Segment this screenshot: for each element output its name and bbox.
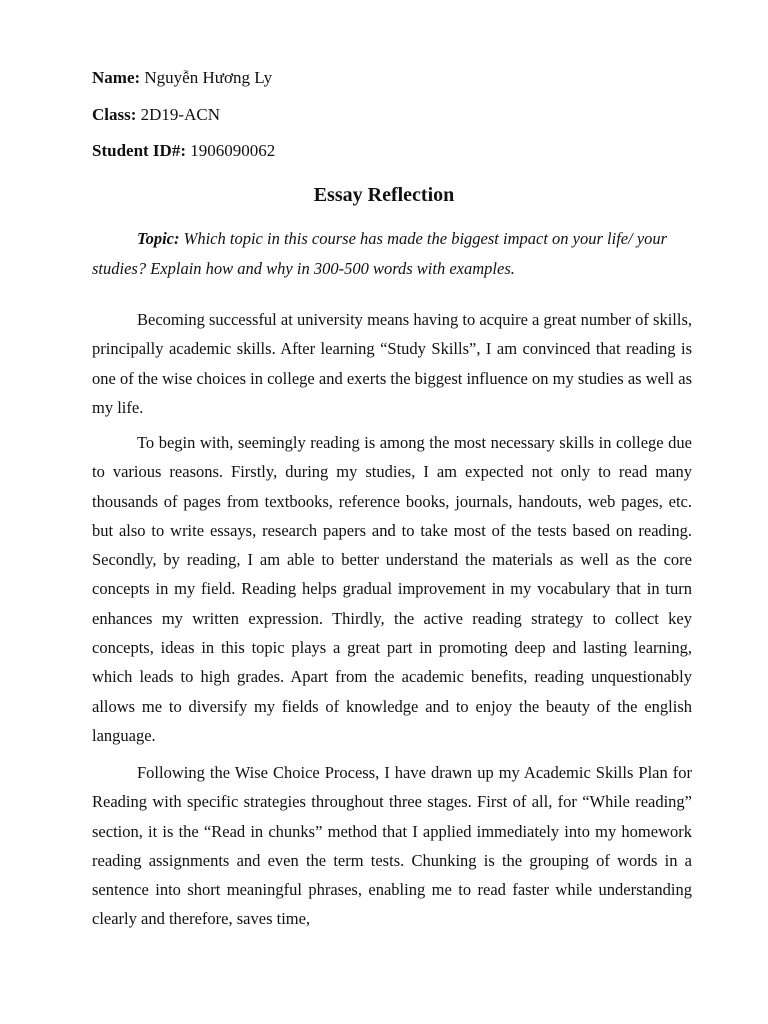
student-id-line <box>92 141 275 161</box>
name-label: Name: <box>92 68 141 87</box>
topic-text: Which topic in this course has made the biggest impact on your life/ your studies? Explain how and why in 300-500 words with examples. <box>92 229 668 278</box>
student-name-line <box>92 68 272 88</box>
student-id-value: 1906090062 <box>190 141 276 160</box>
student-id-label: Student ID#: <box>92 141 186 160</box>
topic-label: Topic: <box>137 229 180 248</box>
body-paragraph-1: Becoming successful at university means having to acquire a great number of skills, principally academic skills. After learning “Study Skills”, I am convinced that reading is one of the wise choices in college and exerts the biggest influence on my studies as well as my life. <box>92 310 692 417</box>
topic-prompt <box>92 224 692 284</box>
body-paragraph-3: Following the Wise Choice Process, I have drawn up my Academic Skills Plan for Reading with specific strategies throughout three stages. First of all, for “While reading” section, it is the “Read in chunks” method that I applied immediately into my homework reading assignments and even the term tests. Chunking is the grouping of words in a sentence into short meaningful phrases, enabling me to read faster while understanding clearly and therefore, saves time, <box>92 763 692 929</box>
essay-title: Essay Reflection <box>313 184 455 206</box>
name-value: Nguyễn Hương Ly <box>144 68 273 87</box>
class-label: Class: <box>92 105 137 124</box>
body-paragraph-2: To begin with, seemingly reading is among the most necessary skills in college due to various reasons. Firstly, during my studies, I am expected not only to read many thousands of pages from textbooks, reference books, journals, handouts, web pages, etc. but also to write essays, research papers and to take most of the tests based on reading. Secondly, by reading, I am able to better understand the materials as well as the core concepts in my field. Reading helps gradual improvement in my vocabulary that in turn enhances my written expression. Thirdly, the active reading strategy to collect key concepts, ideas in this topic plays a great part in promoting deep and lasting learning, which leads to high grades. Apart from the academic benefits, reading unquestionably allows me to diversify my fields of knowledge and to enjoy the beauty of the english language. <box>92 433 692 745</box>
class-line <box>92 105 220 125</box>
class-value: 2D19-ACN <box>140 105 220 124</box>
